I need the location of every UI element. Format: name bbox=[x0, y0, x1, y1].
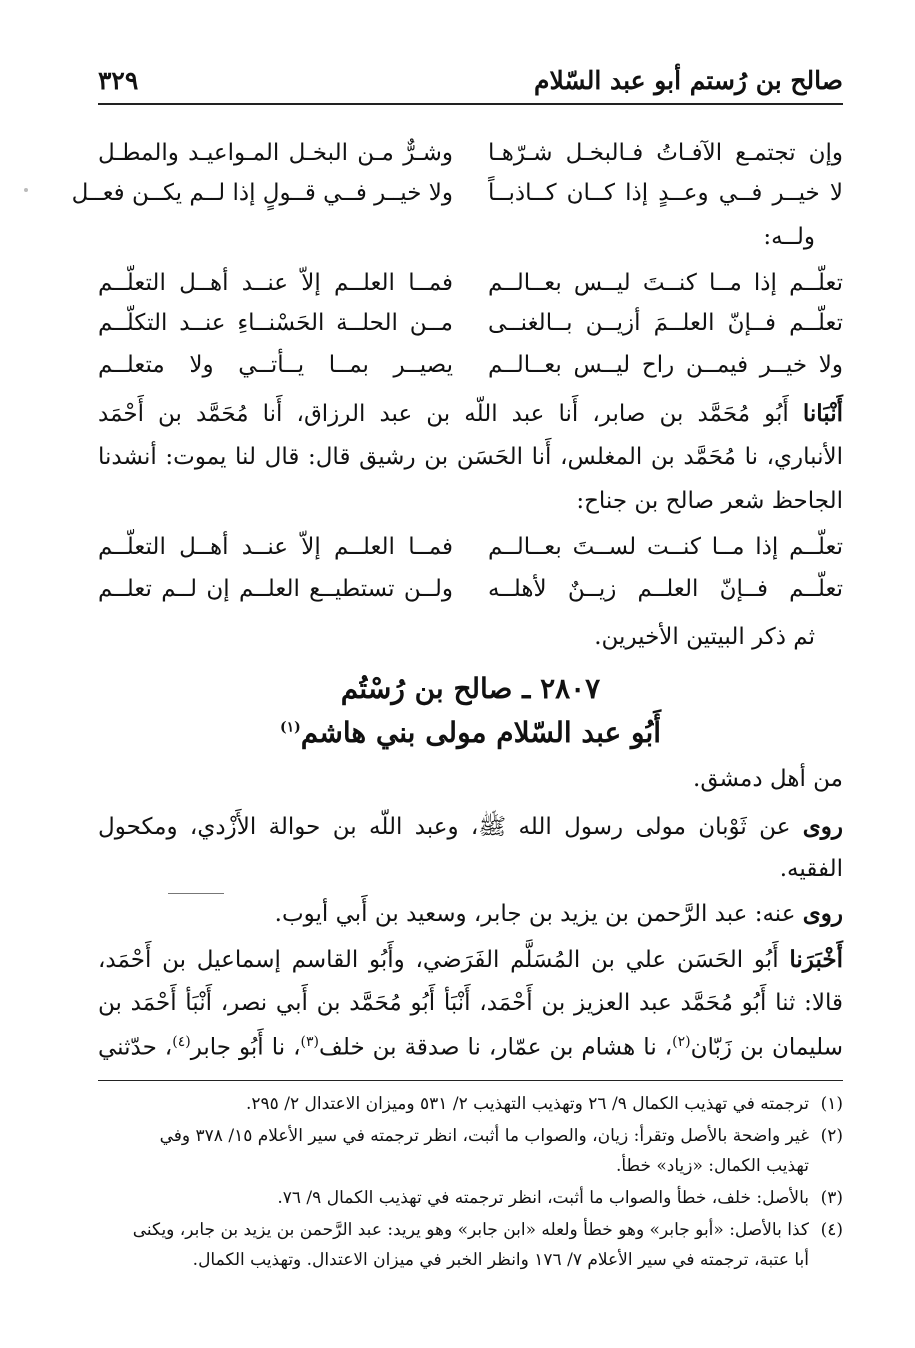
margin-speck bbox=[24, 188, 28, 192]
wa-lahu-label: ولــه: bbox=[763, 224, 815, 250]
akhbarana-line: قالا: ثنا أَبُو مُحَمَّد عبد العزيز بن أَحْمَد، أَنْبَأ أَبُو مُحَمَّد بن أَبي نصر، أَنْبَأ أَحْمَد بن bbox=[98, 990, 843, 1016]
footnote-ref: (٤) bbox=[172, 1034, 191, 1050]
verse-first-hemistich: تعلّــم فــإنّ العلــمَ أزيــن بــالغنــى bbox=[488, 310, 843, 336]
entry-origin: من أهل دمشق. bbox=[693, 766, 843, 792]
verse-second-hemistich: ولا خيــر فــي قــولٍ إذا لــم يكــن فعــل bbox=[71, 180, 453, 206]
verse-first-hemistich: ولا خيــر فيمــن راح ليــس بعــالــم bbox=[488, 352, 843, 378]
footnote-ref: (٣) bbox=[300, 1034, 320, 1050]
verse-first-hemistich: تعلّــم إذا مــا كنــت لســتَ بعــالــم bbox=[488, 534, 843, 560]
rawa-text: عن ثَوْبان مولى رسول الله ﷺ، وعبد اللّه بن حوالة الأَزْدي، ومكحول bbox=[98, 814, 791, 840]
rawa-anhu-text: عنه: عبد الرَّحمن بن يزيد بن جابر، وسعيد بن أَبي أيوب. bbox=[274, 901, 796, 927]
margin-rule bbox=[168, 893, 224, 894]
closing-line: ثم ذكر البيتين الأخيرين. bbox=[594, 624, 815, 650]
rawa-keyword: روى bbox=[802, 900, 843, 927]
verse-line bbox=[98, 576, 843, 616]
footnote-rule bbox=[98, 1080, 843, 1081]
verse-line bbox=[98, 534, 843, 574]
akhbarana-keyword: أَخْبَرَنا bbox=[789, 946, 843, 973]
footnote-continuation: تهذيب الكمال: «زياد» خطأ. bbox=[615, 1156, 809, 1176]
text-segment: ، حدّثني bbox=[98, 1034, 173, 1061]
footnote-number: (٢) bbox=[820, 1126, 843, 1146]
footnote-text: بالأصل: خلف، خطأ والصواب ما أثبت، انظر ترجمته في تهذيب الكمال ٩/ ٧٦. bbox=[277, 1188, 809, 1208]
header-rule bbox=[98, 103, 843, 105]
rawa-keyword: روى bbox=[802, 813, 843, 840]
footnote-number: (١) bbox=[820, 1094, 843, 1114]
verse-second-hemistich: يصيــر بمــا يــأتــي ولا متعلــم bbox=[98, 352, 453, 378]
rawa-line: الفقيه. bbox=[779, 856, 843, 882]
page-number: ٣٢٩ bbox=[98, 66, 139, 95]
footnote-text: ترجمته في تهذيب الكمال ٩/ ٢٦ وتهذيب التهذيب ٢/ ٥٣١ وميزان الاعتدال ٢/ ٢٩٥. bbox=[246, 1094, 809, 1114]
verse-first-hemistich: تعلّــم إذا مــا كنــتَ ليــس بعــالــم bbox=[488, 270, 843, 296]
verse-line bbox=[98, 270, 843, 310]
verse-second-hemistich: فمــا العلــم إلاّ عنــد أهــل التعلّــم bbox=[98, 534, 453, 560]
anbana-keyword: أَنْبَانا bbox=[802, 400, 843, 427]
footnote-number: (٣) bbox=[820, 1188, 843, 1208]
footnote-ref: (٢) bbox=[672, 1034, 691, 1050]
akhbarana-line bbox=[98, 1034, 843, 1061]
text-segment: سليمان بن زَبّان bbox=[690, 1034, 843, 1061]
text-segment: ، نا هشام بن عمّار، نا صدقة بن خلف bbox=[319, 1034, 673, 1061]
verse-second-hemistich: ولــن تستطيــع العلــم إن لــم تعلــم bbox=[98, 576, 453, 602]
verse-line bbox=[71, 180, 843, 220]
footnote-text: غير واضحة بالأصل وتقرأ: زيان، والصواب ما أثبت، انظر ترجمته في سير الأعلام ١٥/ ٣٧٨ وفي bbox=[159, 1126, 809, 1146]
isnad-line bbox=[98, 400, 843, 427]
isnad-line: الأنباري، نا مُحَمَّد بن المغلس، أَنا الحَسَن بن رشيق قال: قال لنا يموت: أنشدنا bbox=[98, 444, 843, 470]
rawa-line bbox=[98, 812, 843, 846]
isnad-line: الجاحظ شعر صالح بن جناح: bbox=[576, 488, 843, 514]
verse-line bbox=[98, 140, 843, 180]
verse-line bbox=[98, 310, 843, 350]
verse-second-hemistich: مــن الحلــة الحَسْنــاءِ عنــد التكلّــم bbox=[98, 310, 453, 336]
verse-second-hemistich: فمــا العلــم إلاّ عنــد أهــل التعلّــم bbox=[98, 270, 453, 296]
verse-line bbox=[98, 352, 843, 392]
verse-first-hemistich: وإن تجتمـع الآفـاتُ فـالبخـل شـرّهـا bbox=[488, 140, 843, 166]
text-segment: ، نا أَبُو جابر bbox=[190, 1034, 301, 1061]
footnote-number: (٤) bbox=[820, 1220, 843, 1240]
verse-first-hemistich: لا خيــر فــي وعــدٍ إذا كــان كــاذبــاً bbox=[488, 180, 843, 206]
entry-subheading-text: أَبُو عبد السّلام مولى بني هاشم bbox=[300, 716, 662, 749]
footnote-continuation: أبا عتبة، ترجمته في سير الأعلام ٧/ ١٧٦ وانظر الخبر في ميزان الاعتدال. وتهذيب الكمال. bbox=[192, 1250, 809, 1270]
entry-heading: ٢٨٠٧ ـ صالح بن رُسْتُم bbox=[340, 672, 601, 705]
entry-subheading bbox=[98, 716, 843, 749]
rawa-anhu-line bbox=[98, 900, 843, 927]
akhbarana-text: أَبُو الحَسَن علي بن المُسَلَّم الفَرَضي، وأَبُو القاسم إسماعيل بن أَحْمَد، bbox=[98, 947, 779, 973]
verse-second-hemistich: وشـرٌّ مـن البخـل المـواعيـد والمطـل bbox=[98, 140, 453, 166]
verse-first-hemistich: تعلّــم فــإنّ العلــم زيــنٌ لأهلــه bbox=[488, 576, 843, 602]
footnote-text: كذا بالأصل: «أبو جابر» وهو خطأ ولعله «ابن جابر» وهو يريد: عبد الرَّحمن بن يزيد بن جابر، ويكنى bbox=[132, 1220, 809, 1240]
running-title: صالح بن رُستم أبو عبد السّلام bbox=[534, 66, 843, 95]
isnad-text: أَبُو مُحَمَّد بن صابر، أَنا عبد اللّه بن عبد الرزاق، أَنا مُحَمَّد بن أَحْمَد bbox=[98, 401, 789, 427]
footnote-ref: (١) bbox=[279, 719, 301, 736]
akhbarana-line bbox=[98, 946, 843, 973]
